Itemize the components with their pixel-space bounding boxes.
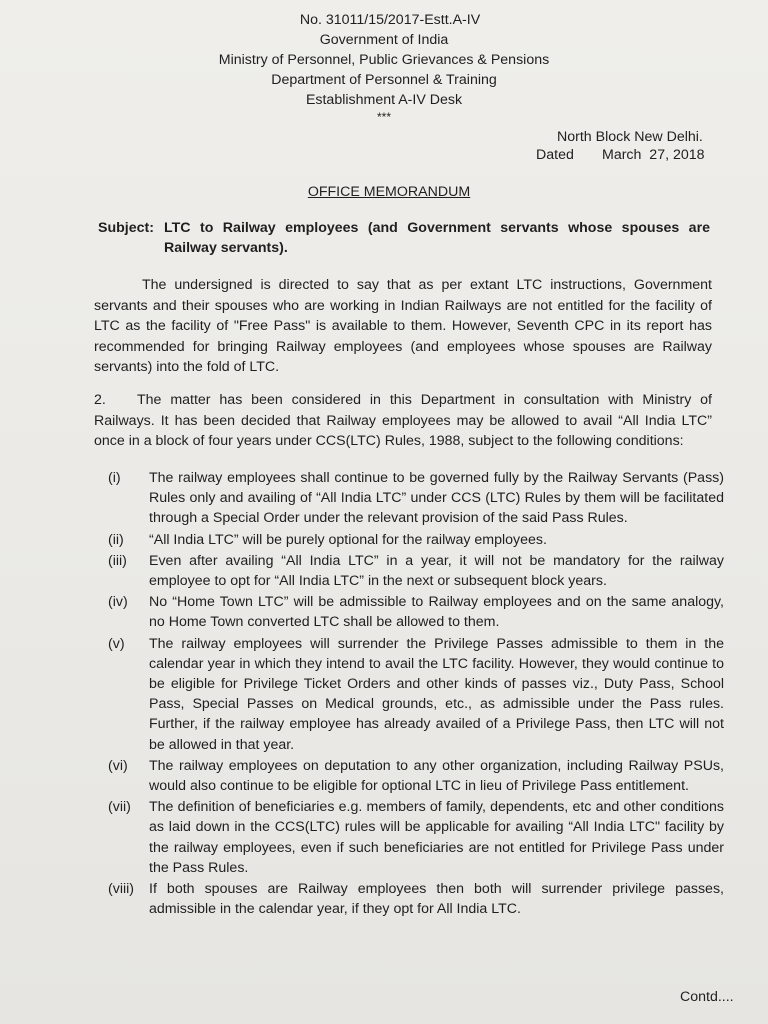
condition-item bbox=[102, 756, 724, 796]
condition-text: Even after availing “All India LTC” in a year, it will not be mandatory for the railway employee to opt for “All India LTC” in the next or subsequent block years. bbox=[149, 552, 724, 590]
condition-item bbox=[102, 530, 724, 550]
subject-text: LTC to Railway employees (and Government servants whose spouses are Railway servants). bbox=[164, 220, 710, 256]
ministry-name: Ministry of Personnel, Public Grievances & Pensions bbox=[218, 52, 550, 68]
place-line: North Block New Delhi. bbox=[557, 129, 703, 145]
paragraph-1: The undersigned is directed to say that as per extant LTC instructions, Government servants and their spouses who are working in Indian Railways are not entitled for the facility of LTC as the facility of "Free Pass" is available to them. However, Seventh CPC in its report has recommended for bringing Railway employees (and employees whose spouses are Railway servants) into the fold of LTC. bbox=[94, 277, 712, 375]
department-name: Department of Personnel & Training bbox=[271, 72, 497, 88]
condition-text: No “Home Town LTC” will be admissible to Railway employees and on the same analogy, no Home Town converted LTC shall be allowed to them. bbox=[149, 594, 724, 631]
condition-item bbox=[102, 634, 724, 755]
condition-text: The railway employees shall continue to be governed fully by the Railway Servants (Pass) Rules only and availing of “All India LTC” under CCS (LTC) Rules by them will be facilitated through a Special Order under the relevant provision of the said Pass Rules. bbox=[149, 470, 724, 527]
condition-text: “All India LTC” will be purely optional for the railway employees. bbox=[149, 531, 547, 548]
paragraph-2-number: 2. bbox=[94, 392, 106, 408]
condition-item bbox=[102, 468, 724, 529]
memo-title-text: OFFICE MEMORANDUM bbox=[307, 184, 471, 200]
condition-item bbox=[102, 592, 724, 632]
condition-number: (vii) bbox=[108, 799, 131, 816]
conditions-list bbox=[102, 468, 724, 920]
letterhead bbox=[0, 10, 768, 124]
condition-number: (iii) bbox=[108, 552, 127, 569]
date-line bbox=[536, 145, 705, 165]
condition-text: If both spouses are Railway employees then both will surrender privilege passes, admissible in the calendar year, if they opt for All India LTC. bbox=[149, 881, 724, 918]
date-value: March 27, 2018 bbox=[602, 147, 705, 163]
condition-number: (ii) bbox=[108, 531, 124, 548]
condition-item bbox=[102, 879, 724, 919]
paragraph-2 bbox=[94, 390, 712, 452]
condition-number: (viii) bbox=[108, 881, 134, 898]
condition-item bbox=[102, 797, 724, 878]
condition-text: The definition of beneficiaries e.g. members of family, dependents, etc and other conditions as laid down in the CCS(LTC) rules will be applicable for availing “All India LTC" facility by the railway employees, even if such beneficiaries are not entitled for Privilege Pass under the Pass Rules. bbox=[149, 799, 724, 876]
dated-label: Dated bbox=[536, 147, 574, 163]
memo-title bbox=[0, 182, 768, 202]
reference-number: No. 31011/15/2017-Estt.A-IV bbox=[299, 12, 481, 28]
government-name: Government of India bbox=[319, 32, 449, 48]
continued-marker: Contd.... bbox=[680, 989, 734, 1005]
condition-number: (v) bbox=[108, 635, 125, 652]
subject-block bbox=[98, 218, 710, 258]
separator-stars: *** bbox=[376, 110, 391, 124]
condition-text: The railway employees will surrender the Privilege Passes admissible to them in the calendar year in which they intend to avail the LTC facility. However, they would continue to be eligible for Privilege Ticket Orders and other kinds of passes viz., Duty Pass, School Pass, Special Passes on Medical grounds, etc., as admissible under the Pass rules. Further, if the railway employee has already availed of a Privilege Pass, then LTC will not be allowed in that year. bbox=[149, 635, 724, 753]
paragraph-2-text: The matter has been considered in this Department in consultation with Ministry of Railways. It has been decided that Railway employees may be allowed to avail “All India LTC” once in a block of four years under CCS(LTC) Rules, 1988, subject to the following conditions: bbox=[94, 392, 712, 449]
desk-name: Establishment A-IV Desk bbox=[305, 92, 463, 108]
condition-item bbox=[102, 551, 724, 591]
condition-number: (vi) bbox=[108, 757, 128, 774]
condition-number: (i) bbox=[108, 470, 121, 486]
condition-text: The railway employees on deputation to any other organization, including Railway PSUs, would also continue to be eligible for optional LTC in lieu of Privilege Pass entitlement. bbox=[149, 757, 724, 795]
subject-label: Subject: bbox=[98, 220, 154, 236]
condition-number: (iv) bbox=[108, 594, 128, 611]
